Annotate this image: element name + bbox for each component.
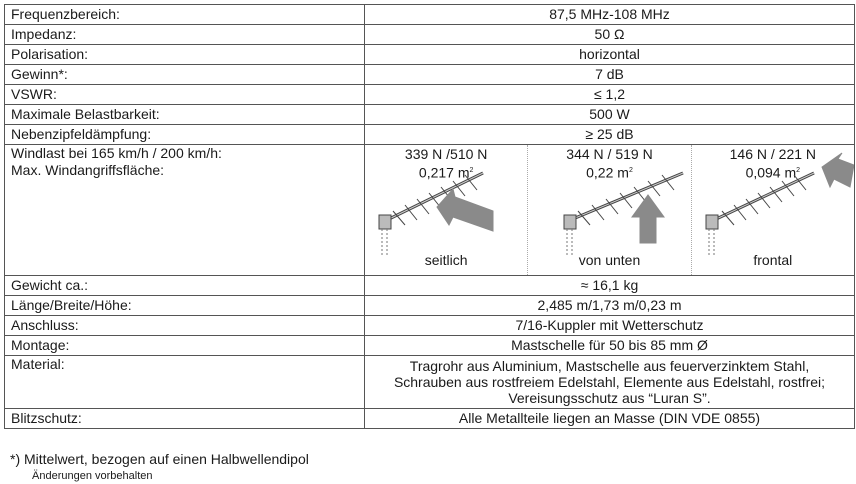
- spec-label: Impedanz:: [5, 25, 365, 45]
- disclaimer: Änderungen vorbehalten: [32, 470, 153, 482]
- spec-label: Gewicht ca.:: [5, 276, 365, 296]
- wind-direction-caption: frontal: [753, 252, 793, 268]
- spec-value: 7/16-Kuppler mit Wetterschutz: [365, 316, 855, 336]
- footnote: *) Mittelwert, bezogen auf einen Halbwellendipol: [10, 451, 309, 467]
- wind-direction-caption: von unten: [578, 252, 641, 268]
- spec-row-blitzschutz: [5, 409, 855, 429]
- material-line: Vereisungsschutz aus “Luran S”.: [508, 390, 711, 406]
- spec-value: horizontal: [365, 45, 855, 65]
- wind-load: 344 N / 519 N: [566, 146, 653, 162]
- spec-label: Nebenzipfeldämpfung:: [5, 125, 365, 145]
- spec-row-material: [5, 356, 855, 409]
- spec-label: Polarisation:: [5, 45, 365, 65]
- spec-value: Mastschelle für 50 bis 85 mm Ø: [365, 336, 855, 356]
- antenna-icon: [706, 173, 814, 257]
- wind-load: 146 N / 221 N: [729, 146, 817, 162]
- spec-row-polarisation: [5, 45, 855, 65]
- wind-direction-caption: seitlich: [424, 252, 468, 268]
- spec-row-impedanz: [5, 25, 855, 45]
- spec-row-gewinn: [5, 65, 855, 85]
- wind-panel-frontal: [692, 145, 854, 275]
- spec-value: 2,485 m/1,73 m/0,23 m: [365, 296, 855, 316]
- material-value: [365, 356, 855, 409]
- wind-panel-von-unten: [528, 145, 691, 275]
- spec-label: Gewinn*:: [5, 65, 365, 85]
- spec-label: Material:: [5, 356, 365, 409]
- spec-table: [4, 4, 855, 429]
- spec-label: Frequenzbereich:: [5, 5, 365, 25]
- wind-panel-seitlich: [365, 145, 528, 275]
- spec-value: ≤ 1,2: [365, 85, 855, 105]
- spec-value: ≥ 25 dB: [365, 125, 855, 145]
- spec-row-nebenzipfeldaempfung: [5, 125, 855, 145]
- spec-label: Blitzschutz:: [5, 409, 365, 429]
- spec-row-belastbarkeit: [5, 105, 855, 125]
- spec-value: 87,5 MHz-108 MHz: [365, 5, 855, 25]
- spec-label: Montage:: [5, 336, 365, 356]
- wind-area: 0,094 $m^2$: [745, 164, 801, 181]
- windlast-label: Windlast bei 165 km/h / 200 km/h:: [11, 145, 222, 161]
- wind-load: 339 N /510 N: [404, 146, 488, 162]
- spec-row-gewicht: [5, 276, 855, 296]
- spec-row-windlast: [5, 145, 855, 276]
- material-line: Schrauben aus rostfreiem Edelstahl, Elemente aus Edelstahl, rostfrei;: [393, 374, 826, 390]
- antenna-icon: [564, 173, 683, 257]
- arrow-diagonal-icon: [822, 153, 854, 187]
- spec-row-frequenzbereich: [5, 5, 855, 25]
- spec-value: 500 W: [365, 105, 855, 125]
- spec-value: Alle Metallteile liegen an Masse (DIN VDE 0855): [365, 409, 855, 429]
- spec-row-vswr: [5, 85, 855, 105]
- wind-area: 0,217 $m^2$: [418, 164, 474, 181]
- spec-value: ≈ 16,1 kg: [365, 276, 855, 296]
- spec-label: Anschluss:: [5, 316, 365, 336]
- material-line: Tragrohr aus Aluminium, Mastschelle aus feuerverzinktem Stahl,: [409, 358, 810, 374]
- spec-value: 7 dB: [365, 65, 855, 85]
- wind-label-cell: [5, 145, 365, 276]
- wind-panels-cell: [365, 145, 855, 276]
- spec-label: VSWR:: [5, 85, 365, 105]
- spec-label: Maximale Belastbarkeit:: [5, 105, 365, 125]
- spec-value: 50 Ω: [365, 25, 855, 45]
- wind-area: 0,22 $m^2$: [586, 164, 633, 181]
- arrow-up-icon: [632, 195, 664, 243]
- spec-label: Länge/Breite/Höhe:: [5, 296, 365, 316]
- windangriffsflaeche-label: Max. Windangriffsfläche:: [11, 162, 165, 178]
- spec-row-abmessungen: [5, 296, 855, 316]
- spec-row-anschluss: [5, 316, 855, 336]
- spec-row-montage: [5, 336, 855, 356]
